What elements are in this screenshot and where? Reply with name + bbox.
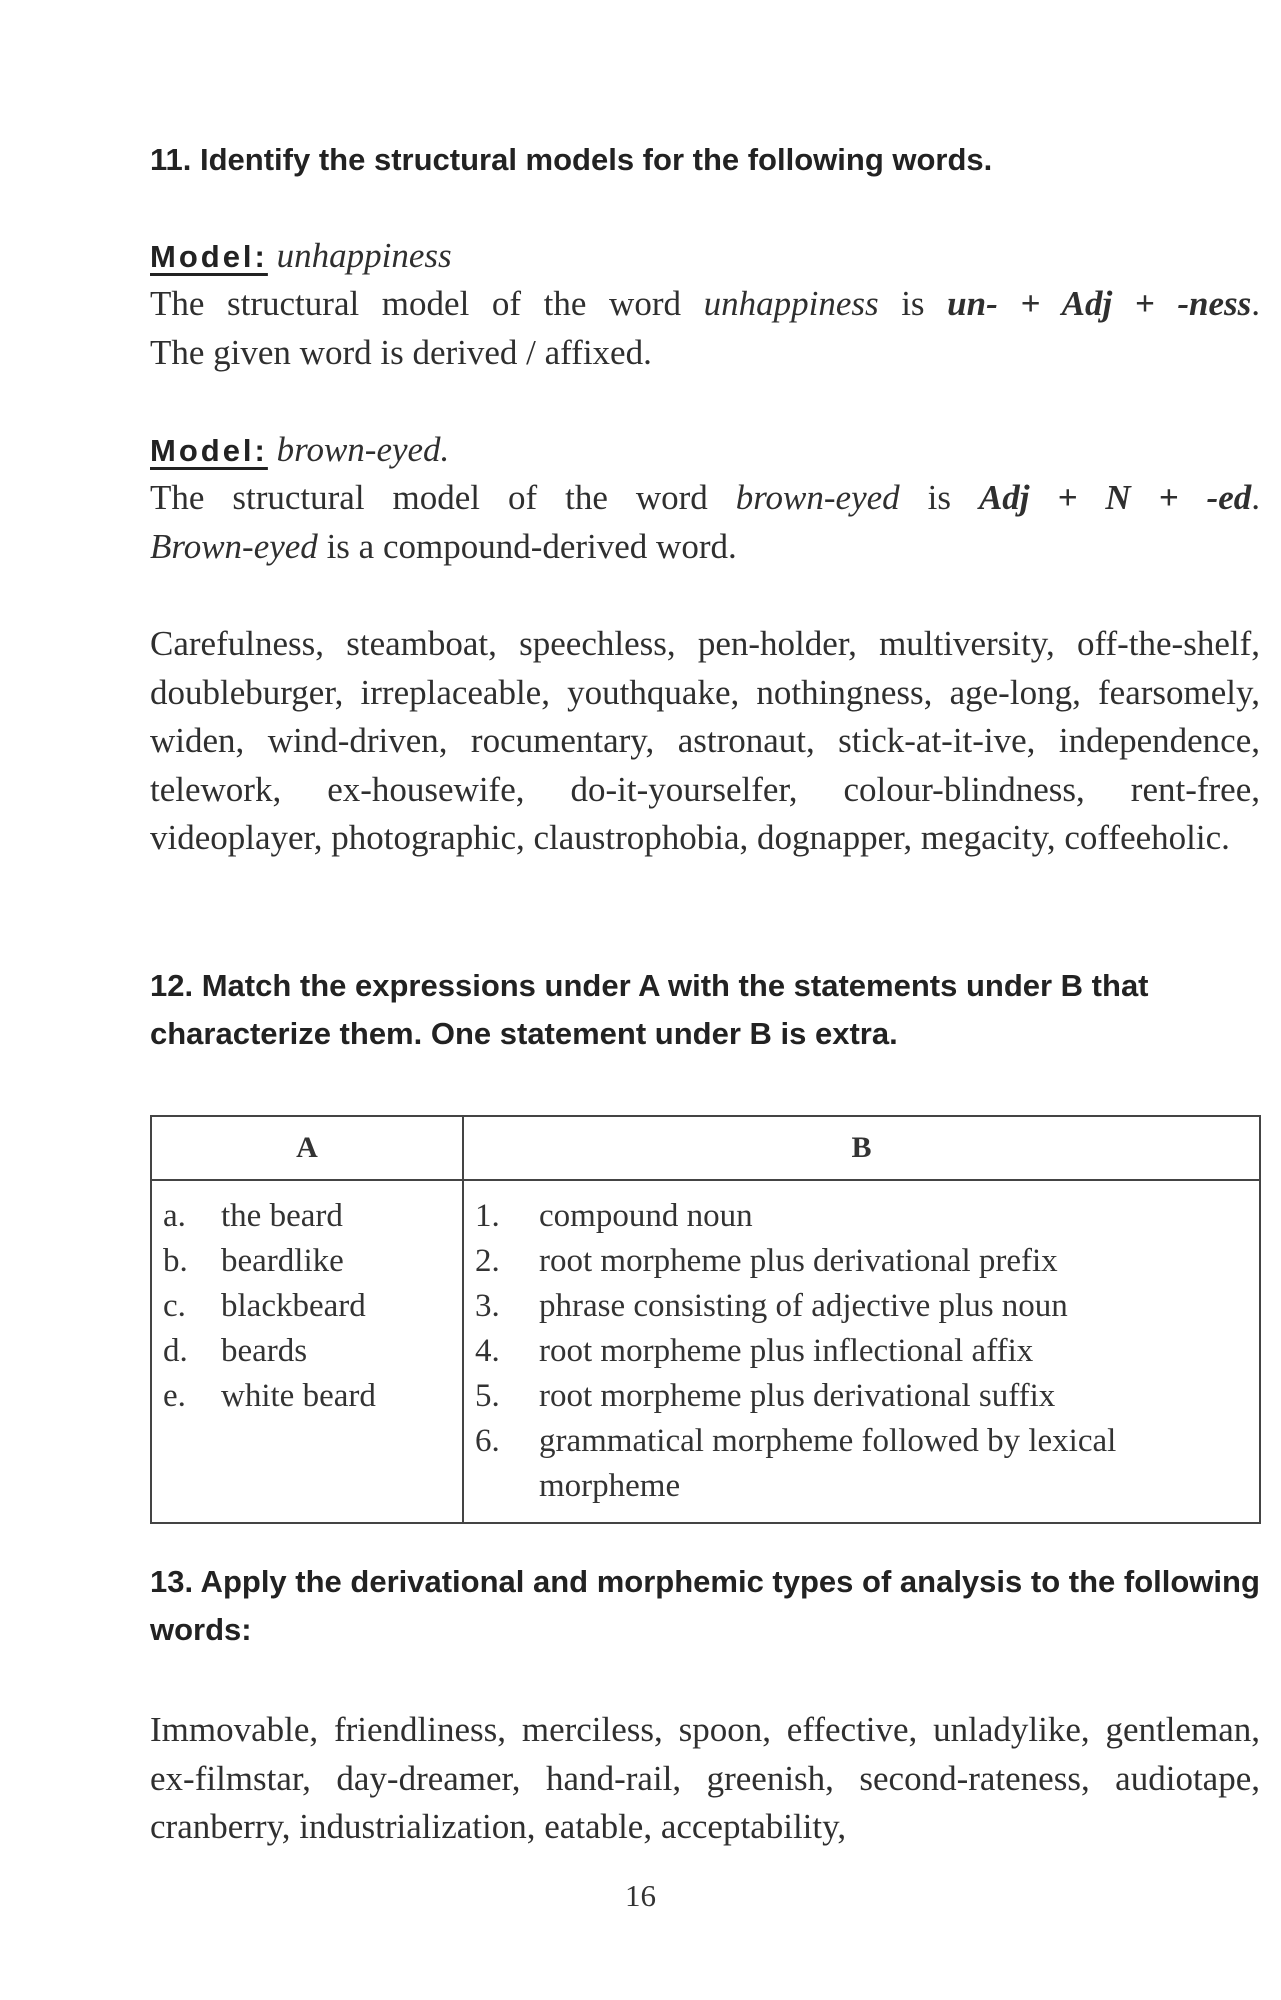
column-b-item (475, 1329, 1250, 1374)
model-2-word: brown-eyed. (276, 430, 450, 469)
item-text: compound noun (539, 1198, 753, 1234)
model-1-formula: un- + Adj + -ness (947, 284, 1252, 323)
model-2-title (150, 426, 1260, 476)
model-1-line-1: The structural model of the word unhappiness is un- + Adj + -ness. (150, 284, 1261, 323)
model-2-explanation (150, 474, 1260, 571)
column-b-item (475, 1194, 1250, 1239)
model-2-line-1: The structural model of the word brown-eyed is Adj + N + -ed. (150, 478, 1260, 517)
item-text: beardlike (221, 1243, 344, 1279)
model-1-explanation (150, 280, 1260, 377)
column-b-list (465, 1182, 1258, 1521)
column-a-item (163, 1284, 453, 1329)
exercise-13-word-list: Immovable, friendliness, merciless, spoon, effective, unladylike, gentleman, ex-filmstar, day-dreamer, hand-rail, greenish, second-rateness, audiotape, cranberry, industrialization, eatable, acceptability, (150, 1710, 1260, 1846)
model-2-formula: Adj + N + -ed (978, 478, 1252, 517)
model-1-word: unhappiness (276, 236, 452, 275)
model-label: Model: (150, 239, 268, 274)
column-b-item (475, 1419, 1250, 1509)
item-number: 1. (475, 1198, 500, 1234)
item-letter: e. (163, 1378, 186, 1414)
matching-table (150, 1115, 1261, 1524)
column-a-header: A (151, 1116, 463, 1180)
item-number: 4. (475, 1333, 500, 1369)
column-a-item (163, 1194, 453, 1239)
item-letter: d. (163, 1333, 188, 1369)
column-b-header: B (463, 1116, 1260, 1180)
column-a-item (163, 1374, 453, 1419)
item-number: 6. (475, 1423, 500, 1459)
item-text: root morpheme plus derivational suffix (539, 1378, 1056, 1414)
item-text: grammatical morpheme followed by lexical morpheme (539, 1423, 1117, 1504)
item-number: 3. (475, 1288, 500, 1324)
column-a-item (163, 1329, 453, 1374)
item-text: beards (221, 1333, 308, 1369)
model-2-line-2: Brown-eyed is a compound-derived word. (150, 526, 737, 566)
exercise-11-word-list: Carefulness, steamboat, speechless, pen-holder, multiversity, off-the-shelf, doubleburger, irreplaceable, youthquake, nothingness, age-long, fearsomely, widen, wind-driven, rocumentary, astronaut, stick-at-it-ive, independence, telework, ex-housewife, do-it-yourselfer, colour-blindness, rent-free, videoplayer, photographic, claustrophobia, dognapper, megacity, coffeeholic. (150, 624, 1260, 857)
column-a-item (163, 1239, 453, 1284)
page-number: 16 (625, 1878, 656, 1913)
model-label: Model: (150, 433, 268, 468)
item-text: white beard (221, 1378, 376, 1414)
column-b-item (475, 1374, 1250, 1419)
item-letter: a. (163, 1198, 186, 1234)
exercise-11-heading: 11. Identify the structural models for the following words. (150, 142, 993, 177)
column-a-list (153, 1182, 461, 1431)
model-1-title (150, 232, 1260, 282)
item-text: root morpheme plus derivational prefix (539, 1243, 1058, 1279)
item-letter: c. (163, 1288, 186, 1324)
item-text: the beard (221, 1198, 343, 1234)
item-text: phrase consisting of adjective plus noun (539, 1288, 1068, 1324)
item-letter: b. (163, 1243, 188, 1279)
column-b-item (475, 1239, 1250, 1284)
column-a-cell (151, 1180, 463, 1523)
item-text: root morpheme plus inflectional affix (539, 1333, 1034, 1369)
item-text: blackbeard (221, 1288, 366, 1324)
model-1-line-2: The given word is derived / affixed. (150, 332, 652, 372)
item-number: 2. (475, 1243, 500, 1279)
exercise-12-heading: 12. Match the expressions under A with the statements under B that characterize them. One statement under B is extra. (150, 968, 1149, 1051)
exercise-13-heading: 13. Apply the derivational and morphemic types of analysis to the following words: (150, 1564, 1260, 1647)
column-b-item (475, 1284, 1250, 1329)
column-b-cell (463, 1180, 1260, 1523)
item-number: 5. (475, 1378, 500, 1414)
